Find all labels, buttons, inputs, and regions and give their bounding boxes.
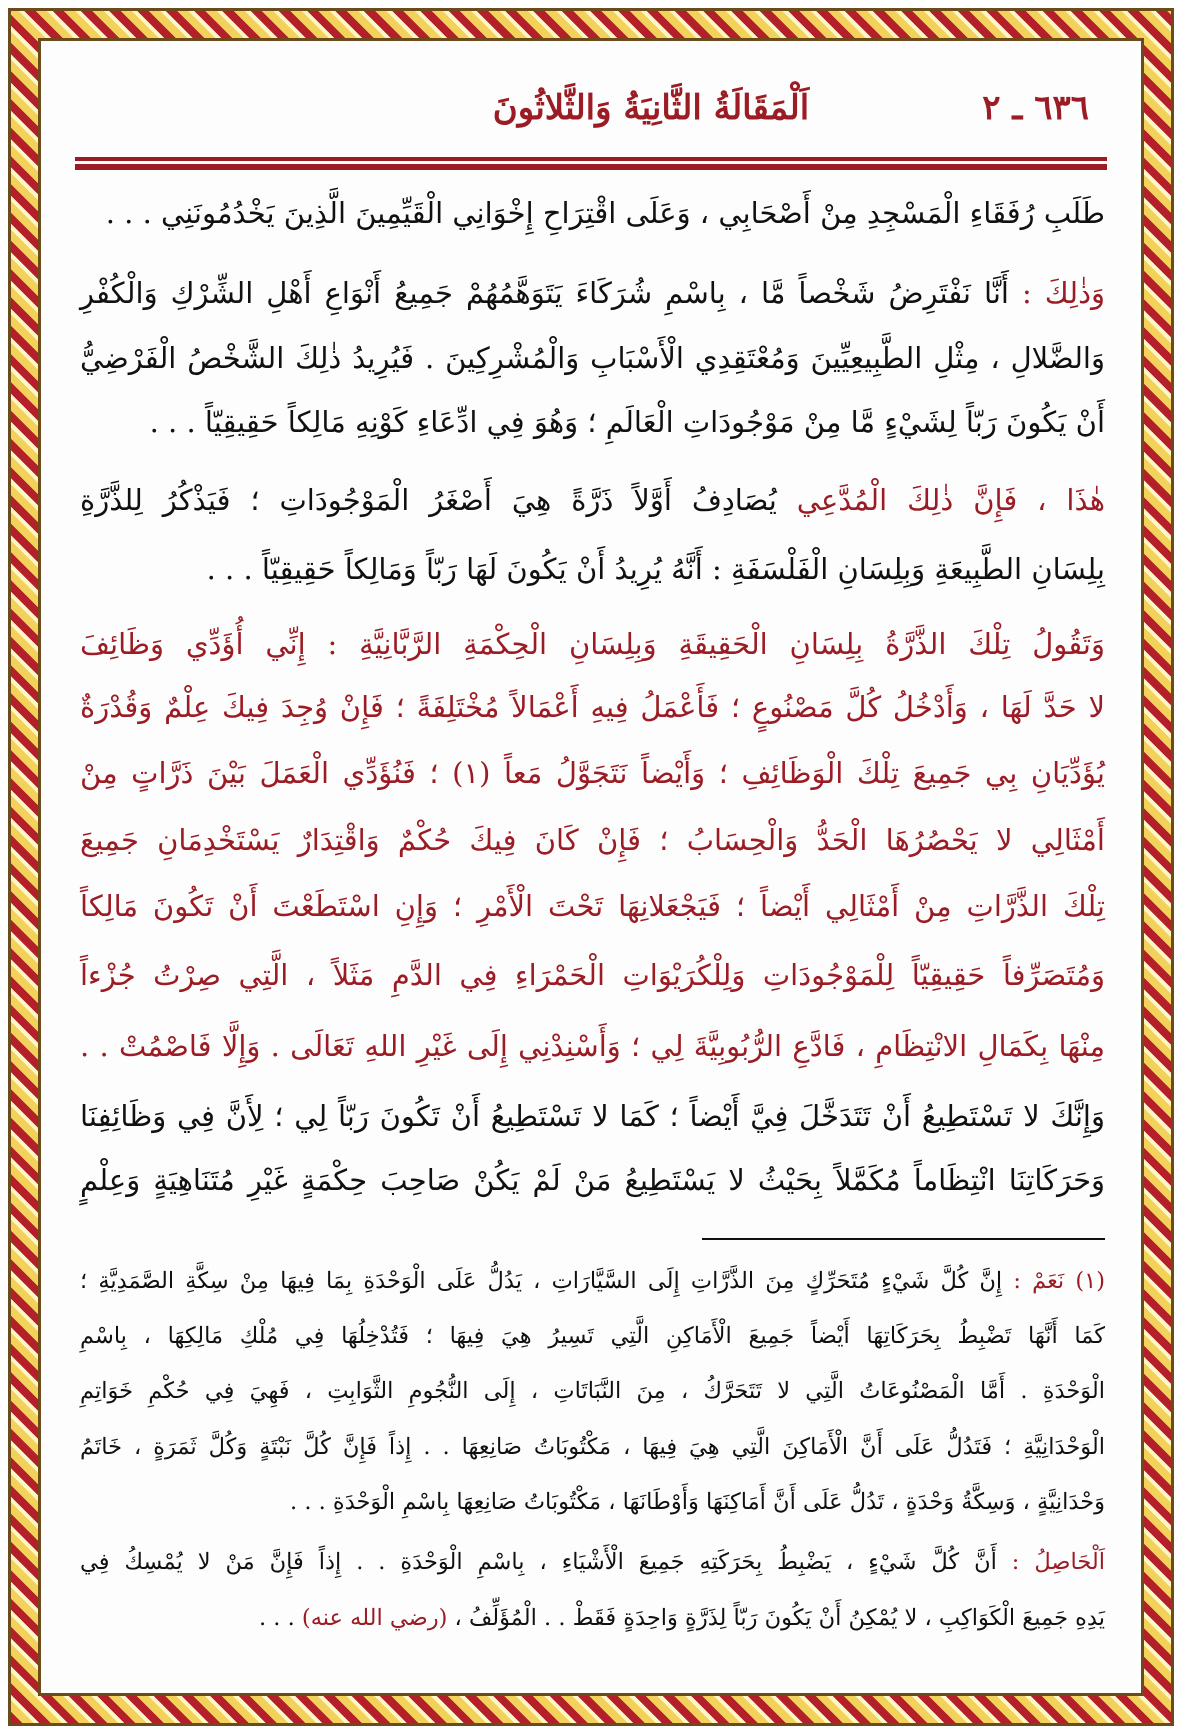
highlighted-text: يُؤَدِّيَانِ بِي جَمِيعَ تِلْكَ الْوَظَائِفِ ؛ وَأَيْضاً نَتَجَوَّلُ مَعاً [490,756,1105,790]
highlighted-text: تِلْكَ الذَّرَّاتِ مِنْ أَمْثَالِي أَيْضاً ؛ فَيَجْعَلانِهَا تَحْتَ الْأَمْرِ ؛ وَإِنِ اسْتَطَعْتَ أَنْ تَكُونَ مَالِكاً [80,889,1105,923]
text-line [80,955,1105,995]
text-line [80,624,1105,664]
text-line [80,549,1105,589]
page-title: اَلْمَقَالَةُ الثَّانِيَةُ وَالثَّلاثُونَ [492,88,810,128]
page-number: ٦٣٦ ـ ٢ [982,88,1089,128]
text-line [80,480,1105,520]
text-segment: الْوَحْدَةِ . أَمَّا الْمَصْنُوعَاتُ الَّتِي لا تَتَحَرَّكُ ، مِنَ النَّبَاتَاتِ ، إِلَى النُّجُومِ الثَّوَابِتِ ، فَهِيَ فِي حُكْمِ خَوَاتِمِ [80,1378,1105,1404]
highlighted-text: وَتَقُولُ تِلْكَ الذَّرَّةُ بِلِسَانِ الْحَقِيقَةِ وَبِلِسَانِ الْحِكْمَةِ الرَّبَّانِيَّةِ : إِنِّي أُؤَدِّي وَظَائِفَ [80,627,1105,661]
text-segment: بِلِسَانِ الطَّبِيعَةِ وَبِلِسَانِ الْفَلْسَفَةِ : أَنَّهُ يُرِيدُ أَنْ يَكُونَ لَهَا رَبّاً وَمَالِكاً حَقِيقِيّاً . . . [206,552,1105,586]
highlighted-text: لا حَدَّ لَهَا ، وَأَدْخُلُ كُلَّ مَصْنُوعٍ ؛ فَأَعْمَلُ فِيهِ أَعْمَالاً مُخْتَلِفَةً ؛ فَإِنْ وُجِدَ فِيكَ عِلْمٌ وَقُدْرَةٌ [80,690,1105,724]
text-line [80,1096,1105,1136]
footnote-line [80,1601,1105,1635]
text-segment: . . . [259,1605,302,1631]
highlighted-text: (رضي الله عنه) [301,1605,448,1631]
text-segment: إِنَّ كُلَّ شَيْءٍ مُتَحَرِّكٍ مِنَ الذَّرَّاتِ إِلَى السَّيَّارَاتِ ، يَدُلُّ عَلَى الْوَحْدَةِ بِمَا فِيهَا مِنْ سِكَّةِ الصَّمَدِيَّةِ ؛ [80,1268,1003,1294]
highlighted-text: أَمْثَالِي لا يَحْصُرُهَا الْحَدُّ وَالْحِسَابُ ؛ فَإِنْ كَانَ فِيكَ حُكْمٌ وَاقْتِدَارٌ يَسْتَخْدِمَانِ جَمِيعَ [80,823,1105,857]
text-segment: يُصَادِفُ أَوَّلاً ذَرَّةً هِيَ أَصْغَرُ الْمَوْجُودَاتِ ؛ فَيَذْكُرُ لِلذَّرَّةِ [80,483,777,517]
text-segment: أَنَّ كُلَّ شَيْءٍ ، يَضْبِطُ بِحَرَكَتِهِ جَمِيعَ الْأَشْيَاءِ ، بِاسْمِ الْوَحْدَةِ . . إِذاً فَإِنَّ مَنْ لا يُمْسِكُ فِي [80,1549,997,1575]
highlighted-text: مِنْهَا بِكَمَالِ الانْتِظَامِ ، فَادَّعِ الرُّبُوبِيَّةَ لِي ؛ وَأَسْنِدْنِي إِلَى غَيْرِ اللهِ تَعَالَى . وَإِلَّا فَاصْمُتْ . . [80,1029,1105,1063]
footnote-line [80,1374,1105,1408]
highlighted-text: اَلْحَاصِلُ : [996,1549,1105,1575]
header-rule-thick [75,164,1107,170]
text-line [80,338,1105,378]
highlighted-text: ؛ فَنُؤَدِّي الْعَمَلَ بَيْنَ ذَرَّاتٍ مِنْ [80,756,453,790]
text-segment: وَالضَّلالِ ، مِثْلِ الطَّبِيعِيِّينَ وَمُعْتَقِدِي الْأَسْبَابِ وَالْمُشْرِكِينَ . فَيُرِيدُ ذٰلِكَ الشَّخْصُ الْفَرْضِيُّ [80,341,1105,375]
text-line [80,753,1105,793]
text-line [80,193,1105,233]
text-segment: أَنْ يَكُونَ رَبّاً لِشَيْءٍ مَّا مِنْ مَوْجُودَاتِ الْعَالَمِ ؛ وَهُوَ فِي ادِّعَاءِ كَوْنِهِ مَالِكاً حَقِيقِيّاً . . . [149,405,1105,439]
text-segment: وَإِنَّكَ لا تَسْتَطِيعُ أَنْ تَتَدَخَّلَ فِيَّ أَيْضاً ؛ كَمَا لا تَسْتَطِيعُ أَنْ تَكُونَ رَبّاً لِي ؛ لِأَنَّ فِي وَظَائِفِنَا [80,1099,1105,1133]
text-segment: وَحْدَانِيَّةٍ ، وَسِكَّةُ وَحْدَةٍ ، تَدُلُّ عَلَى أَنَّ أَمَاكِنَهَا وَأَوْطَانَهَا ، مَكْتُوبَاتُ صَانِعِهَا بِاسْمِ الْوَحْدَةِ . . . [290,1489,1105,1515]
highlighted-text: هٰذَا ، فَإِنَّ ذٰلِكَ الْمُدَّعِي [776,483,1105,517]
footnote-line [80,1430,1105,1464]
text-line [80,1026,1105,1066]
text-segment: وَحَرَكَاتِنَا انْتِظَاماً مُكَمَّلاً بِحَيْثُ لا يَسْتَطِيعُ مَنْ لَمْ يَكُنْ صَاحِبَ حِكْمَةٍ غَيْرِ مُتَنَاهِيَةٍ وَعِلْمٍ [80,1163,1105,1197]
text-line [80,273,1105,313]
text-line [80,402,1105,442]
text-segment: أَنَّا نَفْتَرِضُ شَخْصاً مَّا ، بِاسْمِ شُرَكَاءَ يَتَوَهَّمُهُمْ جَمِيعُ أَنْوَاعِ أَهْلِ الشِّرْكِ وَالْكُفْرِ [80,276,1009,310]
footnote-separator [702,1238,1105,1240]
footnote-line [80,1319,1105,1353]
text-line [80,687,1105,727]
header-rule [75,157,1107,161]
text-segment: كَمَا أَنَّهَا تَضْبِطُ بِحَرَكَاتِهَا أَيْضاً جَمِيعَ الْأَمَاكِنِ الَّتِي تَسِيرُ هِيَ فِيهَا ؛ فَتُدْخِلُهَا فِي مُلْكِ مَالِكِهَا ، بِاسْمِ [80,1323,1106,1349]
text-line [80,1160,1105,1200]
text-line [80,820,1105,860]
text-segment: يَدِهِ جَمِيعَ الْكَوَاكِبِ ، لا يُمْكِنُ أَنْ يَكُونَ رَبّاً لِذَرَّةٍ وَاحِدَةٍ فَقَطْ . . الْمُؤَلِّفُ ، [447,1605,1105,1631]
text-segment: طَلَبِ رُفَقَاءِ الْمَسْجِدِ مِنْ أَصْحَابِي ، وَعَلَى اقْتِرَاحِ إِخْوَانِي الْقَيِّمِينَ الَّذِينَ يَخْدُمُونَنِي . . . [105,196,1105,230]
footnote-line [80,1485,1105,1519]
highlighted-text: (١) [452,756,491,790]
footnote-line [80,1264,1105,1298]
highlighted-text: (١) نَعَمْ : [1002,1268,1106,1294]
highlighted-text: وَذٰلِكَ : [1009,276,1106,310]
text-segment: الْوَحْدَانِيَّةِ ؛ فَتَدُلُّ عَلَى أَنَّ الْأَمَاكِنَ الَّتِي هِيَ فِيهَا ، مَكْتُوبَاتُ صَانِعِهَا . . إِذاً فَإِنَّ كُلَّ نَبْتَةٍ وَكُلَّ ثَمَرَةٍ ، خَاتَمُ [80,1434,1105,1460]
page-header [75,88,1107,138]
text-line [80,886,1105,926]
highlighted-text: وَمُتَصَرِّفاً حَقِيقِيّاً لِلْمَوْجُودَاتِ وَلِلْكُرَيْوَاتِ الْحَمْرَاءِ فِي الدَّمِ مَثَلاً ، الَّتِي صِرْتُ جُزْءاً [80,958,1105,992]
footnote-line [80,1545,1105,1579]
